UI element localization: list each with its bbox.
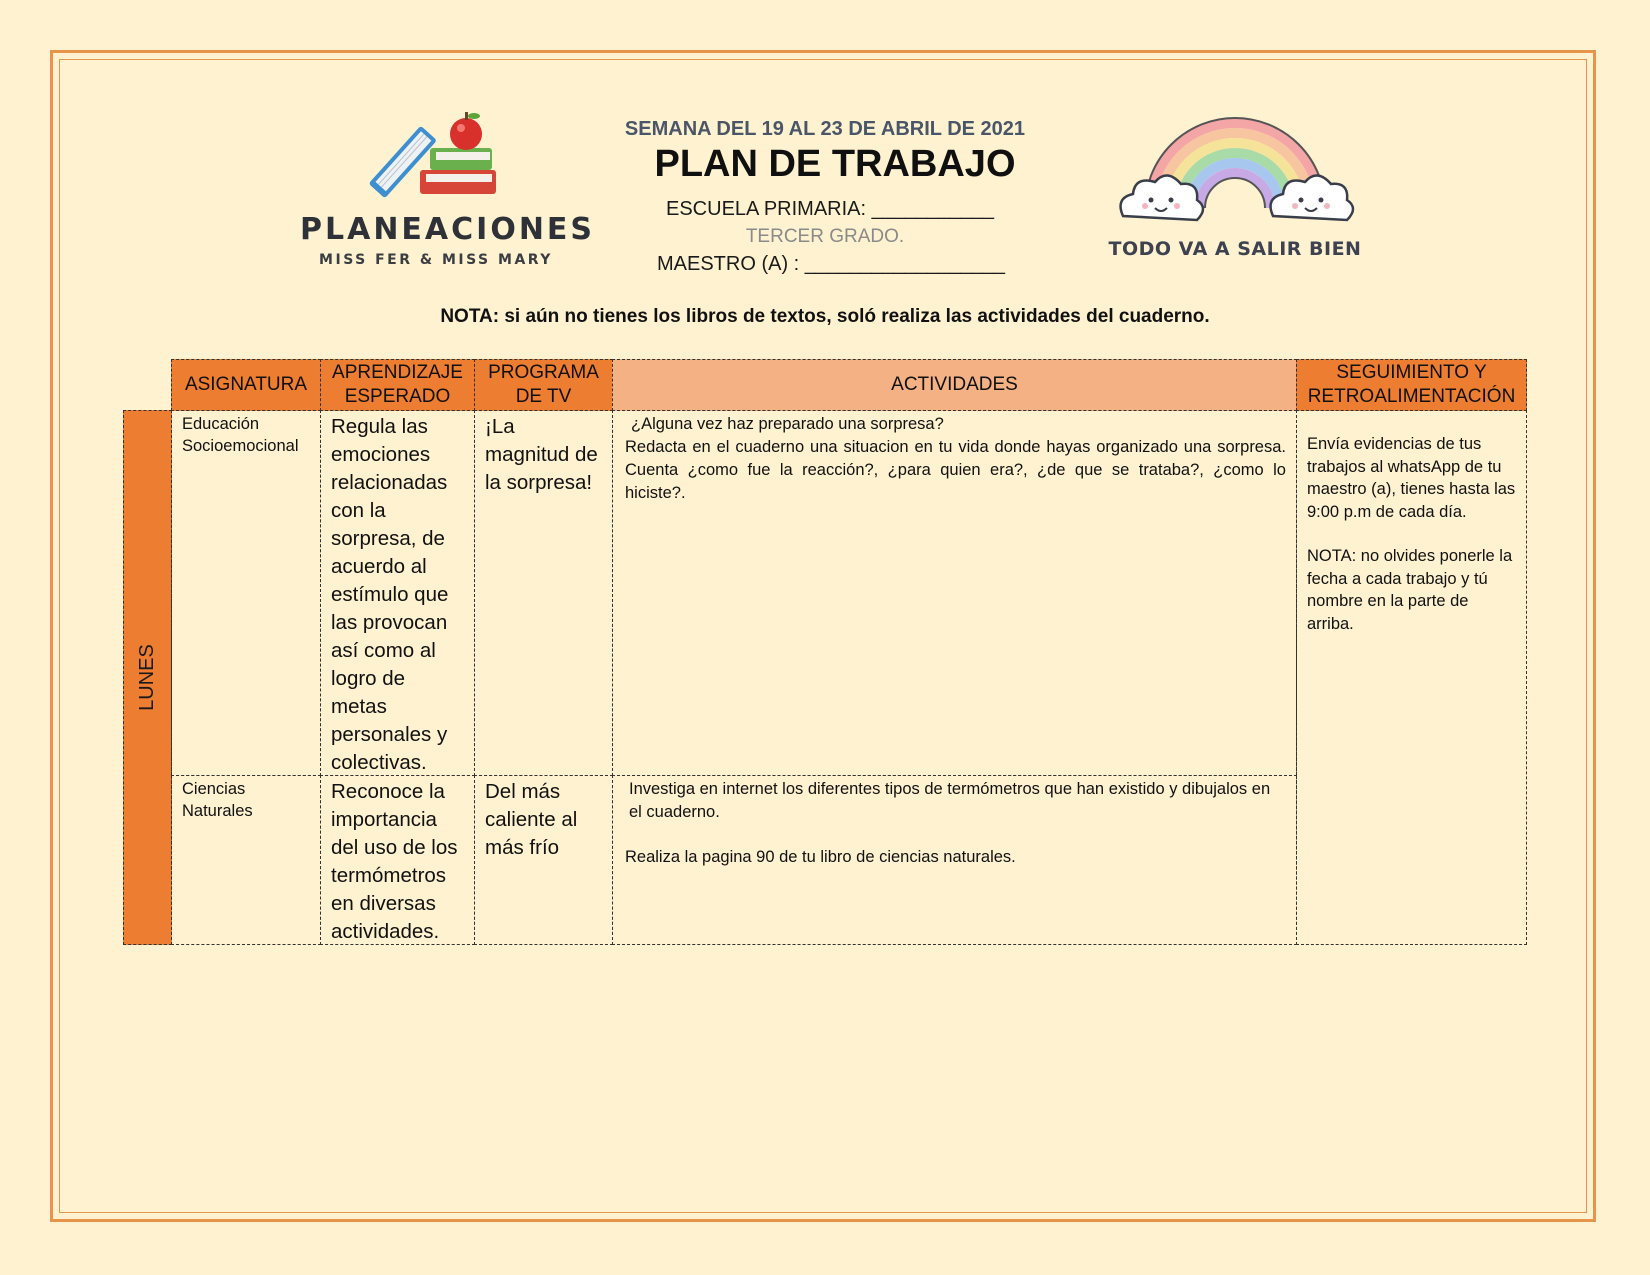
week-label: SEMANA DEL 19 AL 23 DE ABRIL DE 2021 [624, 118, 1026, 140]
row1-activity-2: Redacta en el cuaderno una situacion en tu vida donde hayas organizado una sorpresa. Cuenta ¿como fue la reacción?, ¿para quien era?, ¿de que se trataba?, ¿como lo hiciste?. [625, 438, 1286, 502]
row1-learning: Regula las emociones relacionadas con la sorpresa, de acuerdo al estímulo que las provocan así como al logro de metas personales y colectivas. [320, 410, 475, 776]
rainbow-logo [1100, 88, 1370, 268]
teacher-field: MAESTRO (A) : __________________ [657, 253, 1005, 275]
followup-text-1: Envía evidencias de tus trabajos al whatsApp de tu maestro (a), tienes hasta las 9:00 p.m de cada día. [1307, 435, 1516, 521]
school-field: ESCUELA PRIMARIA: ___________ [666, 198, 994, 220]
books-apple-icon [358, 108, 508, 208]
planeaciones-logo [300, 108, 596, 278]
header-seguimiento: SEGUIMIENTO Y RETROALIMENTACIÓN [1296, 359, 1527, 411]
row1-subject: Educación Socioemocional [171, 410, 321, 776]
page-title: PLAN DE TRABAJO [654, 143, 1016, 185]
header-asignatura: ASIGNATURA [171, 359, 321, 411]
header-actividades: ACTIVIDADES [612, 359, 1297, 411]
row1-activity-1: ¿Alguna vez haz preparado una sorpresa? [631, 415, 944, 433]
day-cell [123, 410, 172, 945]
row2-subject: Ciencias Naturales [171, 775, 321, 945]
rainbow-clouds-icon [1115, 98, 1355, 238]
row1-activities [612, 410, 1297, 776]
row2-activity-2: Realiza la pagina 90 de tu libro de ciencias naturales. [625, 848, 1016, 866]
header-aprendizaje: APRENDIZAJE ESPERADO [320, 359, 475, 411]
row2-program: Del más caliente al más frío [474, 775, 613, 945]
row2-learning: Reconoce la importancia del uso de los termómetros en diversas actividades. [320, 775, 475, 945]
logo-subtitle: MISS FER & MISS MARY [319, 252, 553, 268]
note-text: NOTA: si aún no tienes los libros de textos, soló realiza las actividades del cuaderno. [440, 306, 1210, 327]
row2-activities [612, 775, 1297, 945]
logo-wordmark: PLANEACIONES [300, 212, 596, 247]
row1-program: ¡La magnitud de la sorpresa! [474, 410, 613, 776]
followup-text-2: NOTA: no olvides ponerle la fecha a cada trabajo y tú nombre en la parte de arriba. [1307, 547, 1513, 633]
day-label: LUNES [136, 644, 159, 711]
row2-activity-1: Investiga en internet los diferentes tipos de termómetros que han existido y dibujalos en el cuaderno. [629, 780, 1271, 821]
grade-label: TERCER GRADO. [745, 226, 905, 247]
rainbow-slogan: TODO VA A SALIR BIEN [1108, 238, 1362, 260]
header-programa: PROGRAMA DE TV [474, 359, 613, 411]
followup-cell [1296, 410, 1527, 945]
